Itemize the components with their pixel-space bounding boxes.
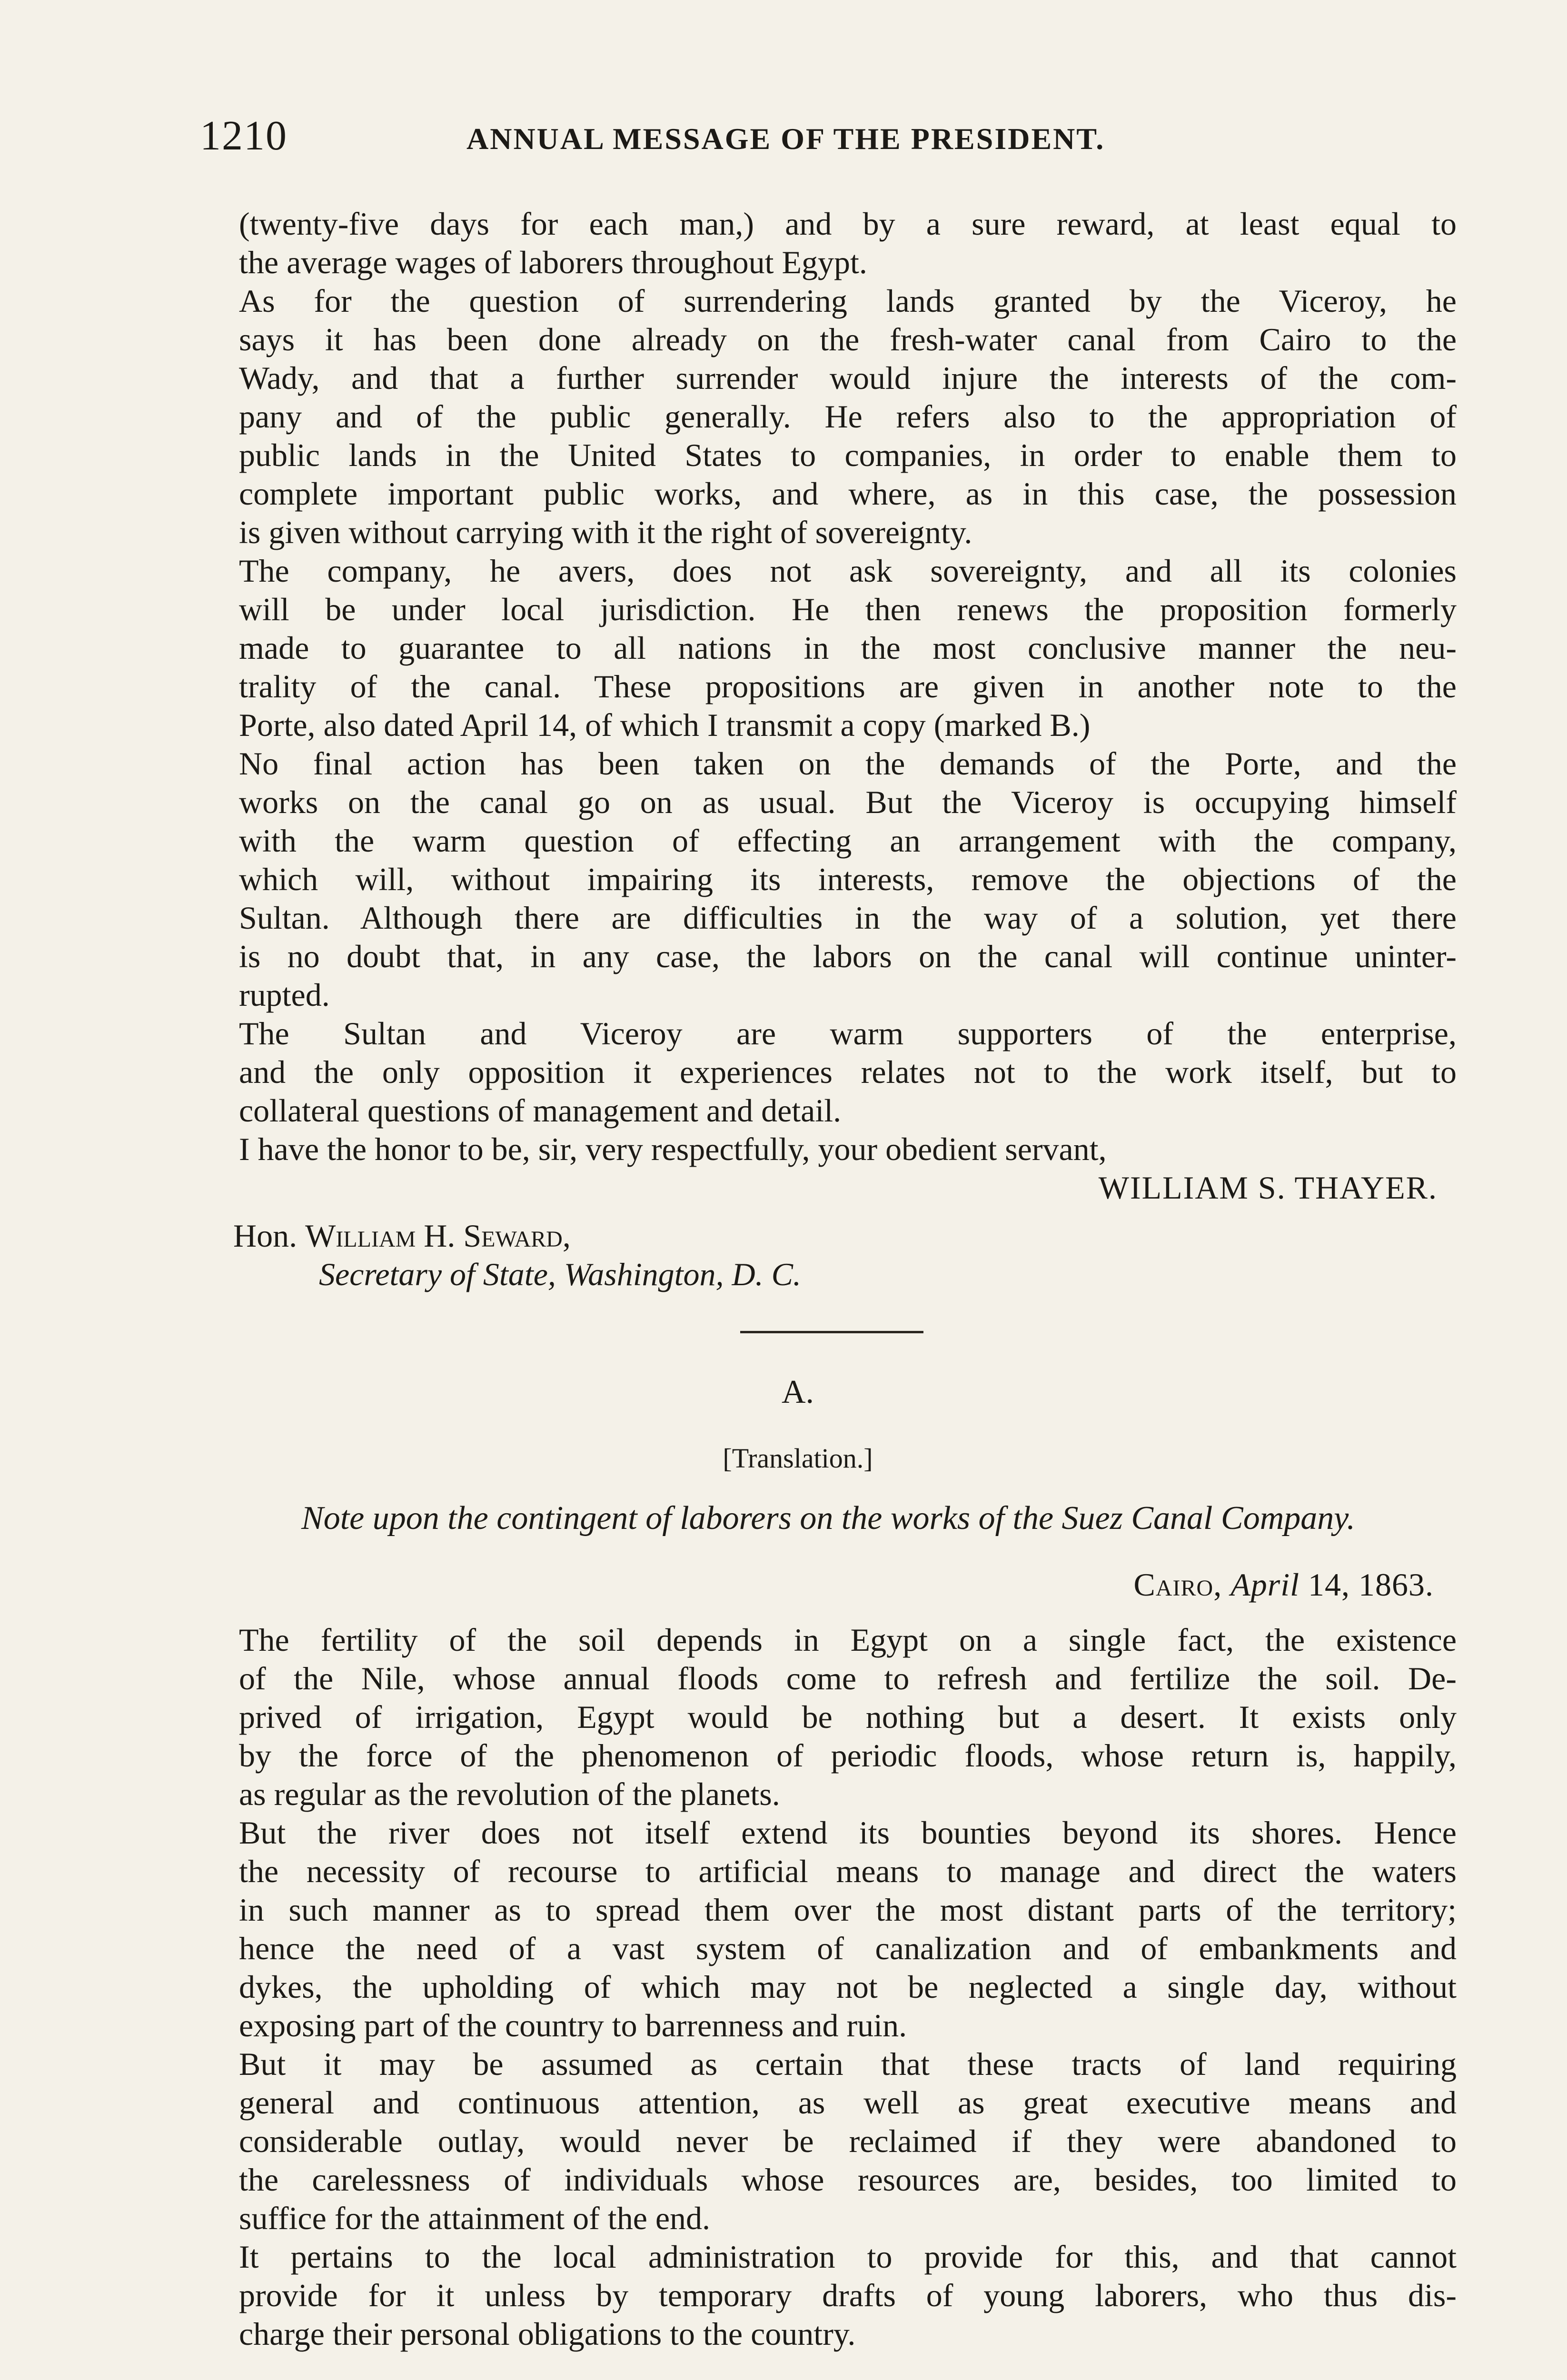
text-line: hence the need of a vast system of canalization and of embankments and (239, 1930, 1457, 1966)
letter-paragraph (205, 282, 1457, 552)
text-line: and the only opposition it experiences relates not to the work itself, but to (239, 1054, 1457, 1090)
text-line: dykes, the upholding of which may not be neglected a single day, without (239, 1969, 1457, 2005)
dateline-place: Cairo, (1133, 1567, 1222, 1603)
text-line: suffice for the attainment of the end. (239, 2200, 711, 2236)
addressee-title: Secretary of State, Washington, D. C. (319, 1256, 801, 1292)
text-line: collateral questions of management and detail. (239, 1092, 842, 1129)
translation-label: [Translation.] (723, 1443, 873, 1474)
note-paragraph (205, 2045, 1457, 2238)
running-head (200, 112, 1466, 164)
text-line: will be under local jurisdiction. He then renews the proposition formerly (239, 591, 1457, 627)
text-line: I have the honor to be, sir, very respectfully, your obedient servant, (239, 1131, 1107, 1167)
addressee-name: William H. Seward, (305, 1218, 571, 1254)
text-line: as regular as the revolution of the planets. (239, 1776, 780, 1812)
letter-paragraph (205, 1014, 1457, 1130)
text-line: It pertains to the local administration to provide for this, and that cannot (239, 2239, 1457, 2275)
closing-line (205, 1130, 1457, 1169)
text-line: exposing part of the country to barrenness and ruin. (239, 2007, 907, 2043)
text-line: The fertility of the soil depends in Egypt on a single fact, the existence (239, 1622, 1457, 1658)
text-line: is no doubt that, in any case, the labors on the canal will continue uninter- (239, 938, 1457, 974)
note-title: Note upon the contingent of laborers on the works of the Suez Canal Company. (301, 1500, 1355, 1537)
text-line: public lands in the United States to companies, in order to enable them to (239, 437, 1457, 473)
text-line: pany and of the public generally. He refers also to the appropriation of (239, 398, 1457, 435)
addressee (233, 1217, 1457, 1255)
note-paragraph (205, 1814, 1457, 2045)
letter-paragraph (205, 205, 1457, 282)
signature: WILLIAM S. THAYER. (1098, 1170, 1438, 1206)
text-line: of the Nile, whose annual floods come to refresh and fertilize the soil. De- (239, 1660, 1457, 1696)
running-title: ANNUAL MESSAGE OF THE PRESIDENT. (466, 122, 1105, 156)
text-line: Sultan. Although there are difficulties in the way of a solution, yet there (239, 900, 1457, 936)
text-line: But the river does not itself extend its bounties beyond its shores. Hence (239, 1815, 1457, 1851)
text-line: considerable outlay, would never be reclaimed if they were abandoned to (239, 2123, 1457, 2159)
text-line: The company, he avers, does not ask sovereignty, and all its colonies (239, 553, 1457, 589)
text-line: says it has been done already on the fresh-water canal from Cairo to the (239, 321, 1457, 357)
text-line: trality of the canal. These propositions are given in another note to the (239, 668, 1457, 704)
text-line: No final action has been taken on the demands of the Porte, and the (239, 745, 1457, 782)
text-line: by the force of the phenomenon of periodic floods, whose return is, happily, (239, 1737, 1457, 1774)
letter-paragraph (205, 744, 1457, 1014)
text-line: Porte, also dated April 14, of which I transmit a copy (marked B.) (239, 707, 1091, 743)
text-line: the necessity of recourse to artificial means to manage and direct the waters (239, 1853, 1457, 1889)
note-body (205, 1621, 1457, 2353)
addressee-prefix: Hon. (233, 1218, 298, 1254)
text-line: general and continuous attention, as well as great executive means and (239, 2084, 1457, 2121)
enclosure-letter: A. (781, 1374, 814, 1410)
note-paragraph (205, 1621, 1457, 1814)
text-line: (twenty-five days for each man,) and by a sure reward, at least equal to (239, 206, 1457, 242)
letter-paragraph (205, 552, 1457, 744)
text-line: As for the question of surrendering lands granted by the Viceroy, he (239, 283, 1457, 319)
text-line: is given without carrying with it the right of sovereignty. (239, 514, 972, 550)
text-line: charge their personal obligations to the country. (239, 2316, 856, 2352)
text-line: in such manner as to spread them over the most distant parts of the territory; (239, 1892, 1457, 1928)
section-divider (740, 1331, 923, 1333)
text-line: complete important public works, and where, as in this case, the possession (239, 476, 1457, 512)
page-number: 1210 (200, 113, 288, 159)
text-line: made to guarantee to all nations in the most conclusive manner the neu- (239, 630, 1457, 666)
text-line: works on the canal go on as usual. But the Viceroy is occupying himself (239, 784, 1457, 820)
dateline-month: April (1230, 1567, 1299, 1603)
dateline (1134, 1566, 1434, 1604)
text-line: with the warm question of effecting an arrangement with the company, (239, 823, 1457, 859)
dateline-day-year: 14, 1863. (1308, 1567, 1434, 1603)
text-line: the carelessness of individuals whose resources are, besides, too limited to (239, 2162, 1457, 2198)
text-line: But it may be assumed as certain that these tracts of land requiring (239, 2046, 1457, 2082)
text-line: prived of irrigation, Egypt would be nothing but a desert. It exists only (239, 1699, 1457, 1735)
text-line: rupted. (239, 977, 330, 1013)
text-line: which will, without impairing its interests, remove the objections of the (239, 861, 1457, 897)
note-paragraph (205, 2238, 1457, 2353)
letter-body (205, 205, 1457, 1294)
text-line: Wady, and that a further surrender would injure the interests of the com- (239, 360, 1457, 396)
text-line: the average wages of laborers throughout Egypt. (239, 244, 867, 280)
text-line: The Sultan and Viceroy are warm supporters of the enterprise, (239, 1015, 1457, 1051)
text-line: provide for it unless by temporary drafts of young laborers, who thus dis- (239, 2277, 1457, 2313)
